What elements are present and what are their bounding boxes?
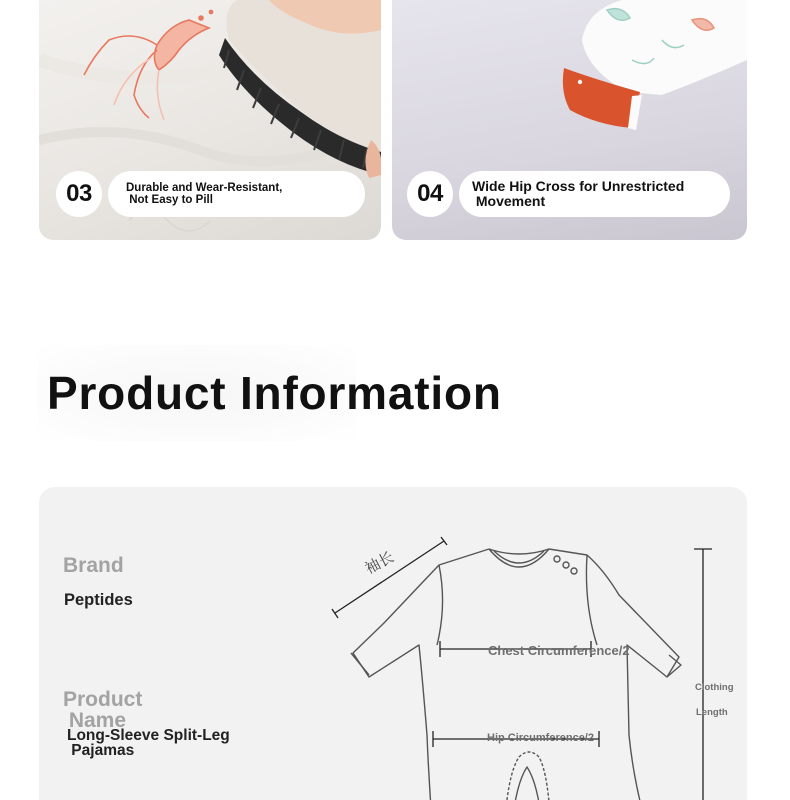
sleeve-length-label: 袖长 [361,547,397,578]
feature-number-badge: 04 [407,171,453,217]
feature-description [459,171,730,217]
feature-text: Wide Hip Cross for Unrestricted Movement [472,178,685,209]
clothing-length-label: Clothing [695,682,734,693]
feature-card-03 [39,0,381,240]
feature-description [108,171,365,217]
goldfish-print [84,10,213,120]
chest-circumference-label: Chest Circumference/2 [488,643,630,658]
product-name-value: Long-Sleeve Split-Leg Pajamas [67,727,230,760]
garment-outline [489,549,679,800]
feature-card-04 [392,0,747,240]
clothing-length-label-line2: Length [696,707,728,718]
product-info-panel [39,487,747,800]
page-title: Product Information [47,367,502,419]
brand-label: Brand [63,554,124,577]
product-name-label: Product Name [63,688,143,733]
feature-number-badge: 03 [56,171,102,217]
size-diagram [329,535,729,800]
hip-circumference-label: Hip Circumference/2 [487,732,594,744]
brand-value: Peptides [64,591,133,609]
feature-text: Durable and Wear-Resistant, Not Easy to Pill [126,181,283,206]
